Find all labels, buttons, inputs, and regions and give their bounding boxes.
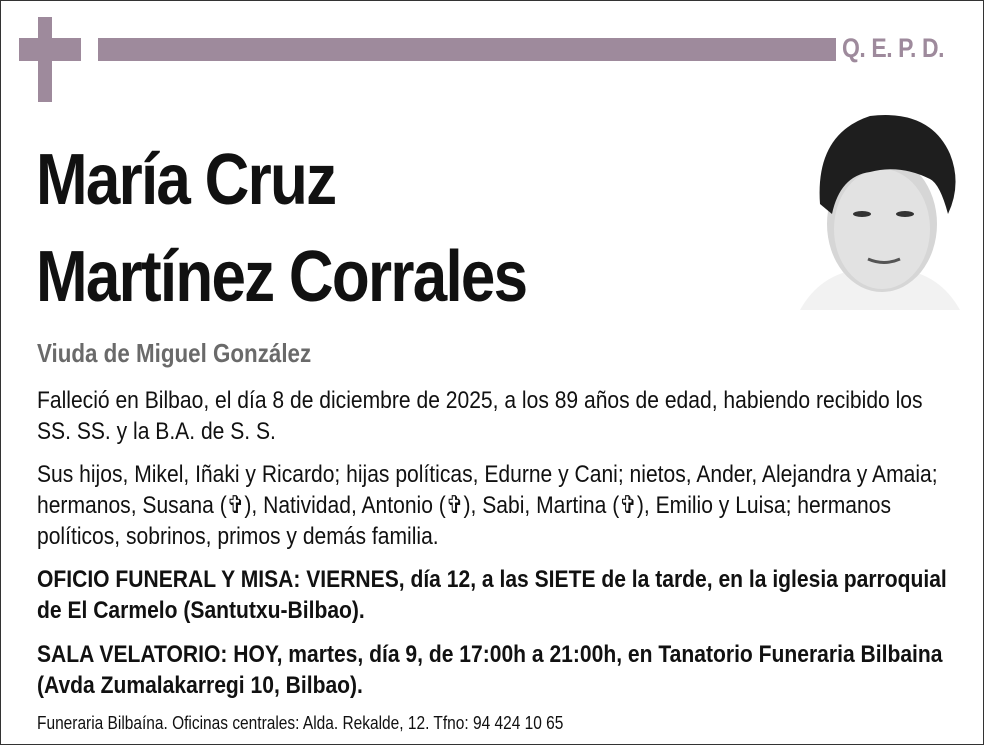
qepd-label: Q. E. P. D. (842, 33, 945, 63)
cross-icon-arm (19, 38, 81, 61)
footer: Funeraria Bilbaína. Oficinas centrales: Alda. Rekalde, 12. Tfno: 94 424 10 65 (37, 713, 564, 733)
funeral-info: OFICIO FUNERAL Y MISA: VIERNES, día 12, a las SIETE de la tarde, en la iglesia parroquial de El Carmelo (Santutxu-Bilbao). (37, 566, 947, 624)
wake-info: SALA VELATORIO: HOY, martes, día 9, de 17:00h a 21:00h, en Tanatorio Funeraria Bilbaina (Avda Zumalakarregi 10, Bilbao). (37, 641, 943, 699)
portrait-photo (790, 104, 966, 310)
name-line-2: Martínez Corrales (36, 237, 527, 317)
death-notice: Falleció en Bilbao, el día 8 de diciembre de 2025, a los 89 años de edad, habiendo recibido los SS. SS. y la B.A. de S. S. (37, 387, 923, 445)
family-list: Sus hijos, Mikel, Iñaki y Ricardo; hijas políticas, Edurne y Cani; nietos, Ander, Alejandra y Amaia; hermanos, Susana (✞), Natividad, Antonio (✞), Sabi, Martina (✞), Emilio y Luisa; hermanos políticos, sobrinos, primos y demás familia. (37, 461, 938, 550)
header-bar (98, 38, 836, 61)
name-line-1: María Cruz (36, 140, 336, 220)
subtitle: Viuda de Miguel González (37, 338, 312, 368)
deceased-name (36, 132, 526, 326)
